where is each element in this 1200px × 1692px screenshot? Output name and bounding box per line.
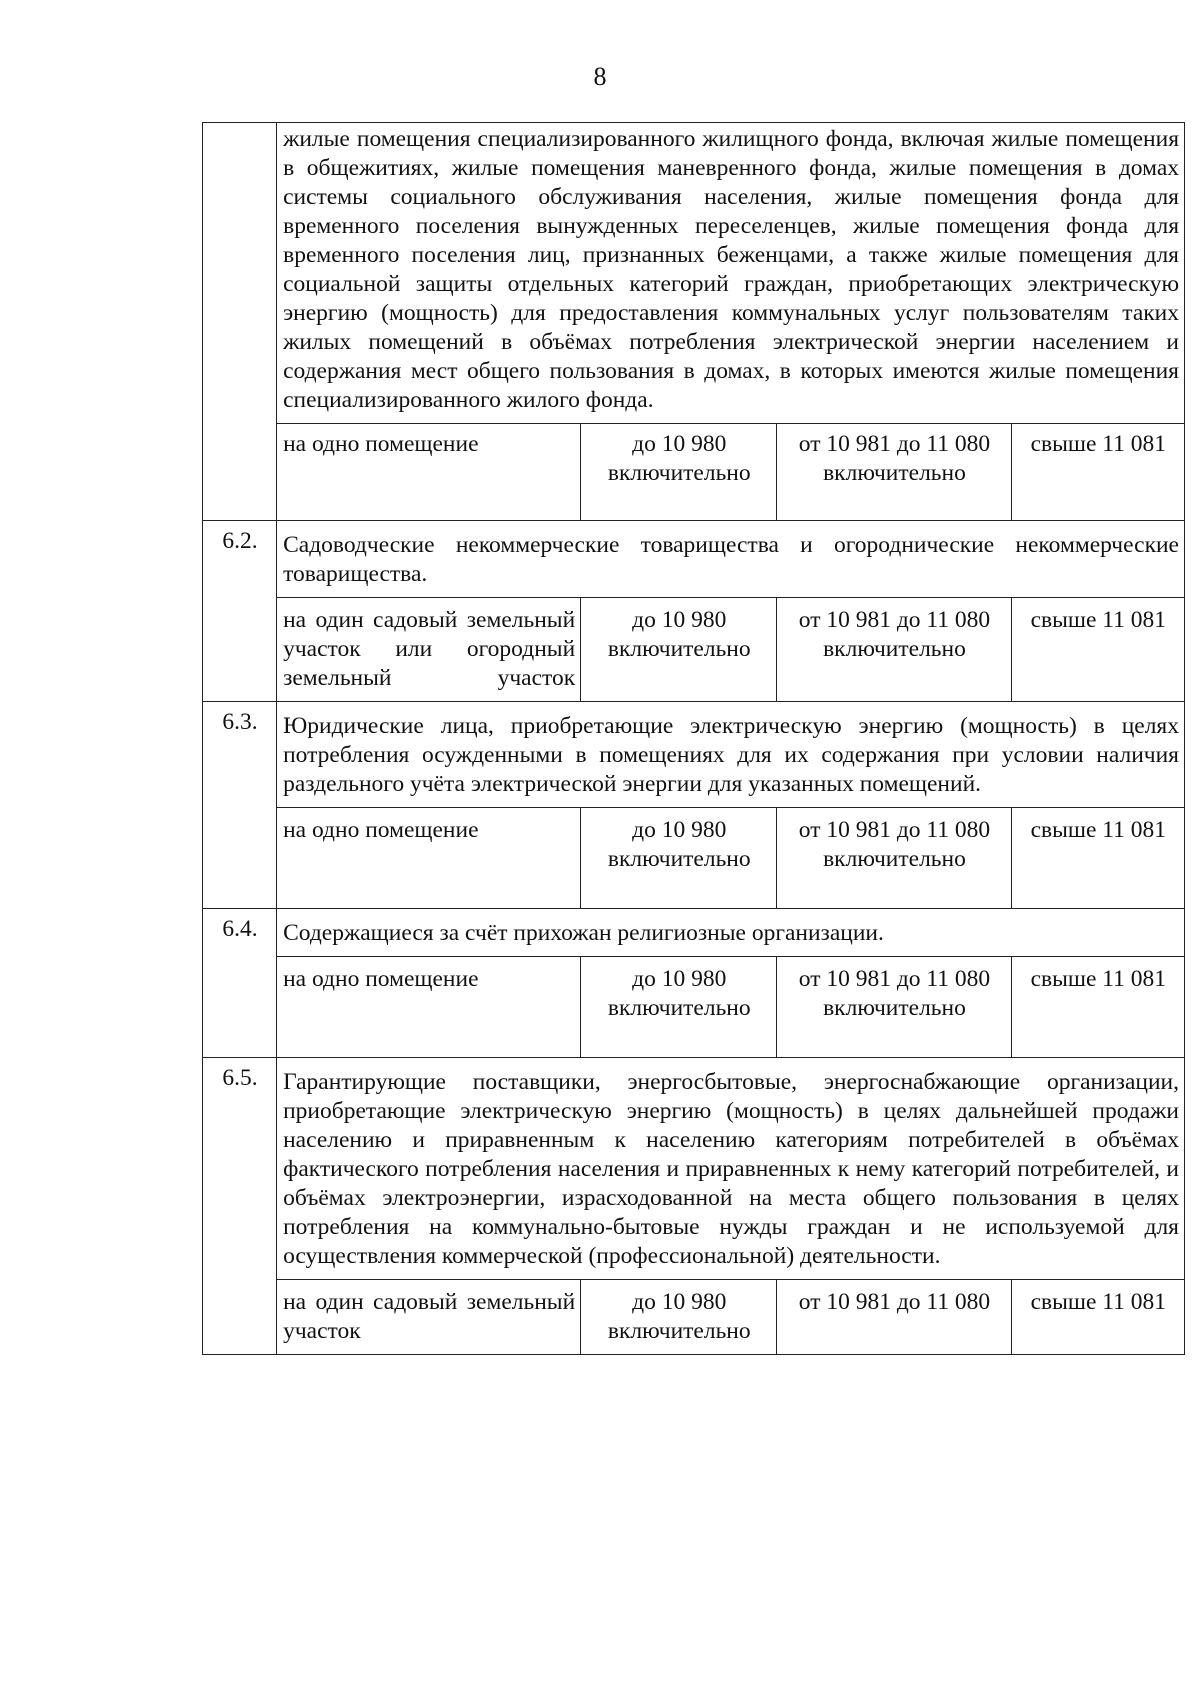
range-high-cell: свыше 11 081 (1011, 957, 1184, 1058)
range-mid-cell: от 10 981 до 11 080 включительно (777, 598, 1011, 702)
section-number (203, 123, 277, 521)
unit-cell: на одно помещение (277, 957, 581, 1058)
range-high-cell: свыше 11 081 (1011, 808, 1184, 909)
page-number: 8 (593, 62, 607, 91)
range-low-cell: до 10 980 включительно (581, 957, 777, 1058)
range-row (203, 957, 1185, 1058)
range-high-cell: свыше 11 081 (1011, 424, 1184, 521)
range-row (203, 1280, 1185, 1355)
range-row (203, 424, 1185, 521)
section-number: 6.5. (203, 1058, 277, 1355)
unit-cell: на одно помещение (277, 808, 581, 909)
section-row (203, 123, 1185, 424)
section-number: 6.4. (203, 909, 277, 1058)
section-row (203, 909, 1185, 957)
range-mid-cell: от 10 981 до 11 080 (777, 1280, 1011, 1355)
section-row (203, 521, 1185, 598)
unit-cell: на одно помещение (277, 424, 581, 521)
unit-cell: на один садовый земельный участок (277, 1280, 581, 1355)
range-high-cell: свыше 11 081 (1011, 1280, 1184, 1355)
tariff-table (202, 122, 1185, 1355)
range-low-cell: до 10 980 включительно (581, 1280, 777, 1355)
range-row (203, 598, 1185, 702)
range-mid-cell: от 10 981 до 11 080 включительно (777, 957, 1011, 1058)
range-mid-cell: от 10 981 до 11 080 включительно (777, 424, 1011, 521)
section-description: Содержащиеся за счёт прихожан религиозные организации. (277, 909, 1185, 957)
unit-cell: на один садовый земельный участок или огородный земельный участок (277, 598, 581, 702)
range-mid-cell: от 10 981 до 11 080 включительно (777, 808, 1011, 909)
section-row (203, 1058, 1185, 1280)
range-low-cell: до 10 980 включительно (581, 808, 777, 909)
section-description: жилые помещения специализированного жилищного фонда, включая жилые помещения в общежитиях, жилые помещения маневренного фонда, жилые помещения в домах системы социального обслуживания населения, жилые помещения фонда для временного поселения вынужденных переселенцев, жилые помещения фонда для временного поселения лиц, признанных беженцами, а также жилые помещения для социальной защиты отдельных категорий граждан, приобретающих электрическую энергию (мощность) для предоставления коммунальных услуг пользователям таких жилых помещений в объёмах потребления электрической энергии населением и содержания мест общего пользования в домах, в которых имеются жилые помещения специализированного жилого фонда. (277, 123, 1185, 424)
section-number: 6.2. (203, 521, 277, 702)
section-row (203, 702, 1185, 808)
section-description: Садоводческие некоммерческие товарищества и огороднические некоммерческие товарищества. (277, 521, 1185, 598)
range-high-cell: свыше 11 081 (1011, 598, 1184, 702)
section-number: 6.3. (203, 702, 277, 909)
range-low-cell: до 10 980 включительно (581, 424, 777, 521)
section-description: Юридические лица, приобретающие электрическую энергию (мощность) в целях потребления осужденными в помещениях для их содержания при условии наличия раздельного учёта электрической энергии для указанных помещений. (277, 702, 1185, 808)
range-row (203, 808, 1185, 909)
section-description: Гарантирующие поставщики, энергосбытовые, энергоснабжающие организации, приобретающие электрическую энергию (мощность) в целях дальнейшей продажи населению и приравненным к населению категориям потребителей в объёмах фактического потребления населения и приравненных к нему категорий потребителей, и объёмах электроэнергии, израсходованной на места общего пользования в целях потребления на коммунально-бытовые нужды граждан и не используемой для осуществления коммерческой (профессиональной) деятельности. (277, 1058, 1185, 1280)
range-low-cell: до 10 980 включительно (581, 598, 777, 702)
